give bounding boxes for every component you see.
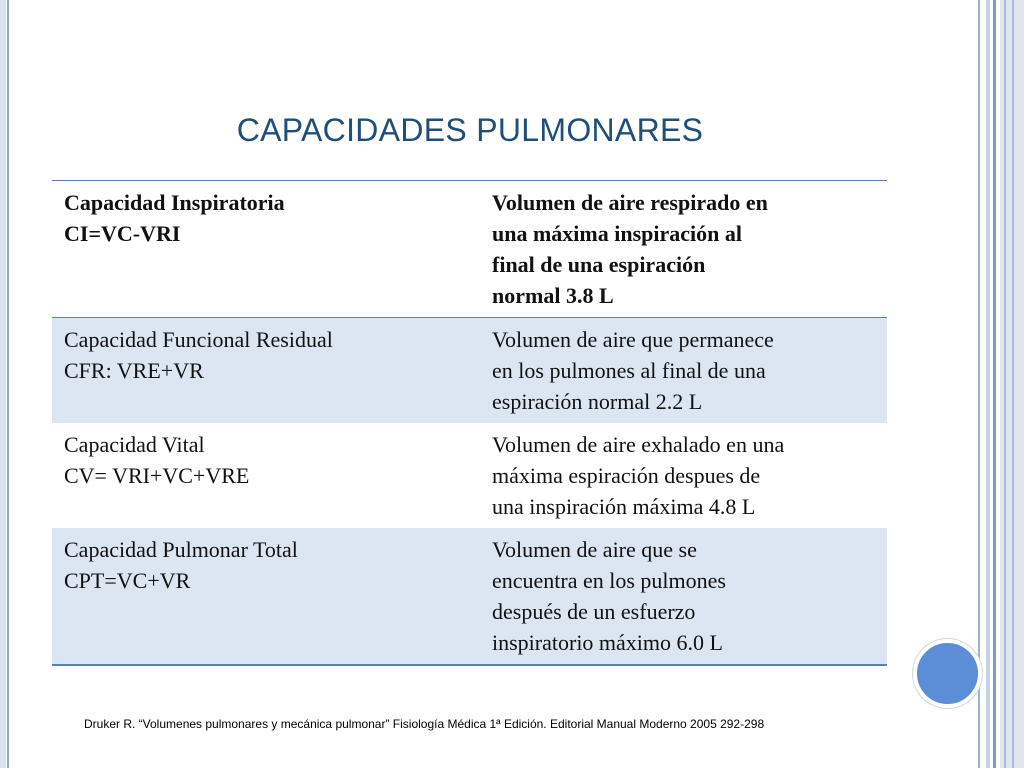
description-line: Volumen de aire respirado en — [492, 190, 768, 215]
decorative-circle — [913, 639, 982, 708]
capacity-cell — [52, 318, 470, 424]
slide-title: CAPACIDADES PULMONARES — [236, 112, 704, 148]
capacity-formula: CPT=VC+VR — [64, 568, 191, 593]
table-row — [52, 181, 887, 318]
right-border-line — [1012, 0, 1014, 768]
capacity-name: Capacidad Vital — [64, 432, 205, 457]
description-line: una inspiración máxima 4.8 L — [492, 494, 756, 519]
right-border-line — [1004, 0, 1006, 768]
description-cell — [470, 318, 887, 424]
table-row — [52, 318, 887, 424]
capacity-formula: CI=VC-VRI — [64, 221, 181, 246]
right-border-stripe — [993, 0, 996, 768]
description-line: espiración normal 2.2 L — [492, 389, 703, 414]
description-cell — [470, 181, 887, 318]
capacity-name: Capacidad Pulmonar Total — [64, 537, 298, 562]
description-line: después de un esfuerzo — [492, 599, 696, 624]
capacity-cell — [52, 528, 470, 665]
right-border-stripe — [986, 0, 990, 768]
table-row — [52, 528, 887, 665]
capacity-cell — [52, 181, 470, 318]
capacities-table — [52, 180, 887, 666]
description-line: una máxima inspiración al — [492, 221, 742, 246]
capacity-formula: CFR: VRE+VR — [64, 358, 204, 383]
capacity-name: Capacidad Funcional Residual — [64, 327, 333, 352]
description-line: Volumen de aire exhalado en una — [492, 432, 785, 457]
description-line: final de una espiración — [492, 252, 706, 277]
description-line: máxima espiración despues de — [492, 463, 761, 488]
description-line: encuentra en los pulmones — [492, 568, 726, 593]
capacity-name: Capacidad Inspiratoria — [64, 190, 285, 215]
citation-text: Druker R. “Volumenes pulmonares y mecánica pulmonar” Fisiología Médica 1ª Edición. Editorial Manual Moderno 2005 292-298 — [84, 717, 765, 731]
description-line: en los pulmones al final de una — [492, 358, 766, 383]
capacity-formula: CV= VRI+VC+VRE — [64, 463, 250, 488]
description-line: inspiratorio máximo 6.0 L — [492, 630, 723, 655]
description-cell — [470, 528, 887, 665]
capacity-cell — [52, 423, 470, 528]
description-line: Volumen de aire que permanece — [492, 327, 774, 352]
table-row — [52, 423, 887, 528]
description-line: Volumen de aire que se — [492, 537, 697, 562]
description-line: normal 3.8 L — [492, 283, 614, 308]
right-border-line — [978, 0, 980, 768]
description-cell — [470, 423, 887, 528]
